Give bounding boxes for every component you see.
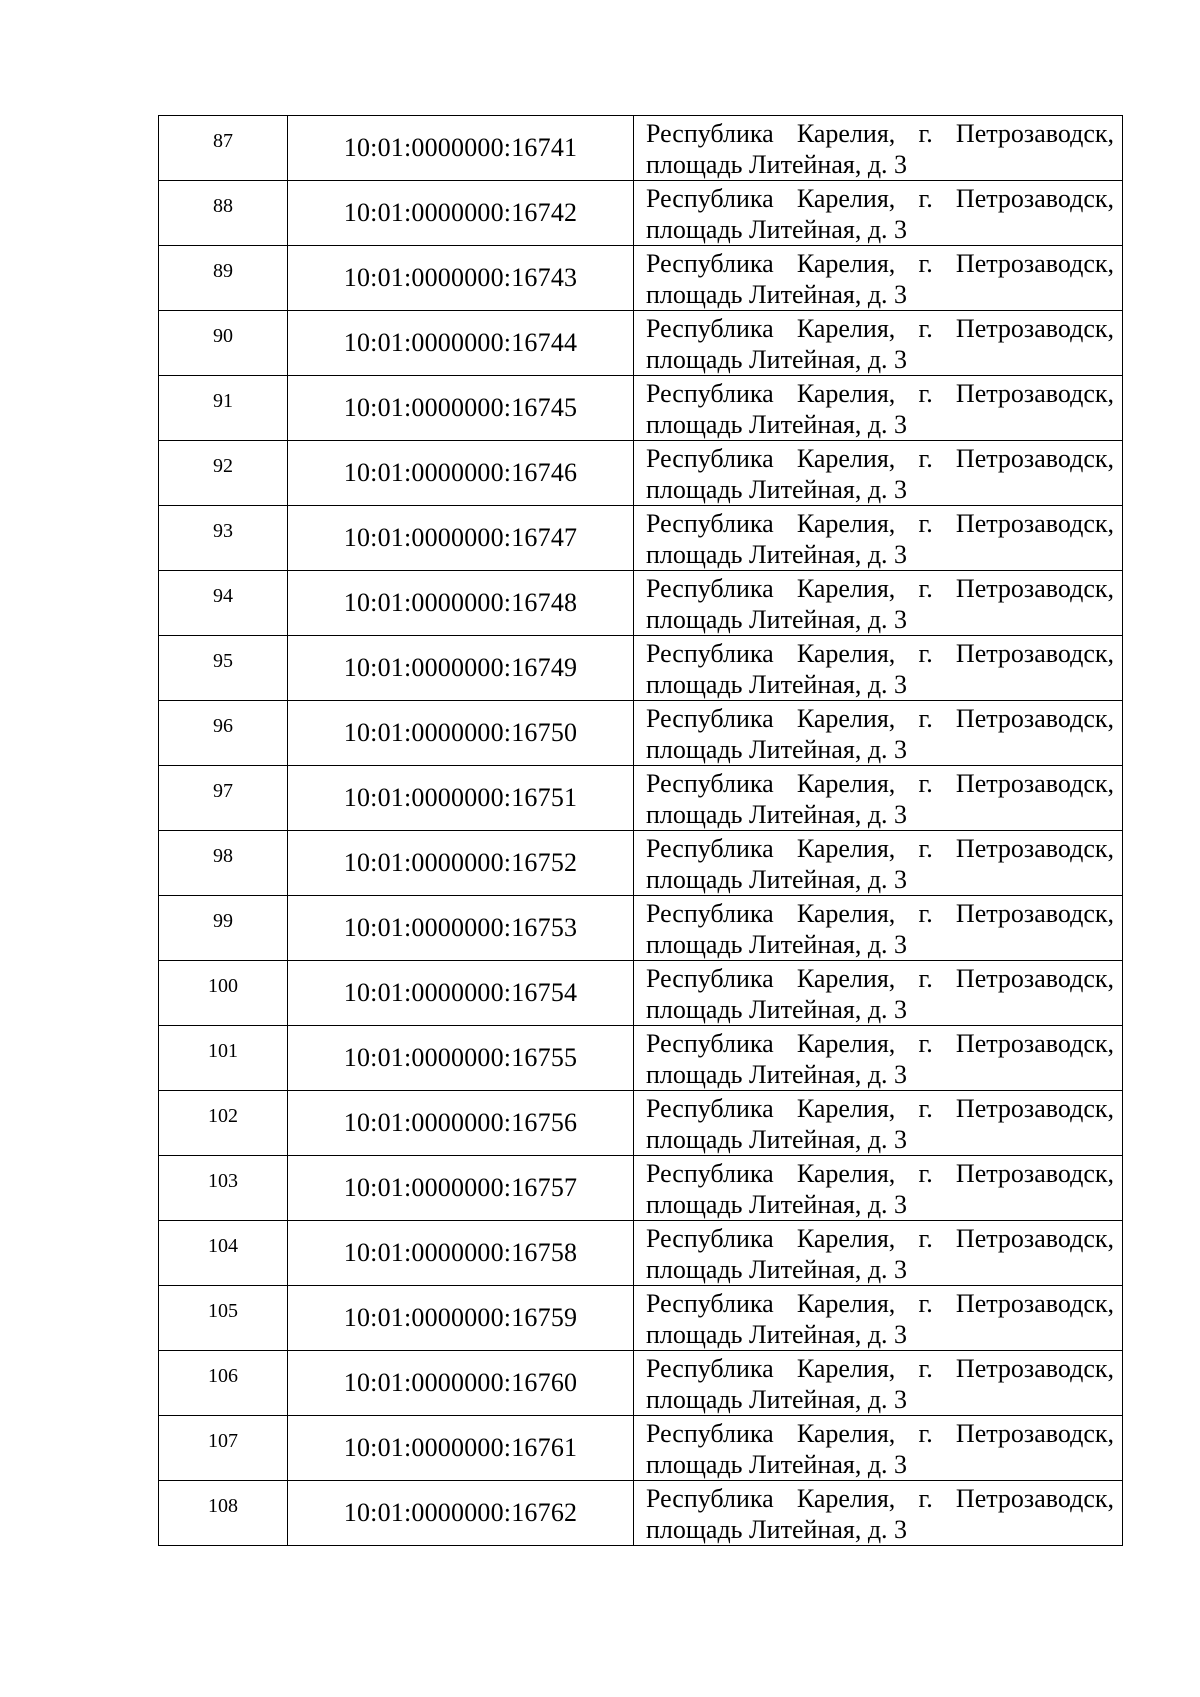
table-row: [159, 376, 1123, 441]
table-row: [159, 181, 1123, 246]
table-row: [159, 1156, 1123, 1221]
address-cell: [634, 441, 1123, 506]
table-row: [159, 1091, 1123, 1156]
table-row: [159, 1026, 1123, 1091]
address-cell: [634, 181, 1123, 246]
address-cell: [634, 831, 1123, 896]
table-row: [159, 116, 1123, 181]
address-line-1: Республика Карелия, г. Петрозаводск,: [646, 1159, 1114, 1188]
cadastral-number: 10:01:0000000:16746: [288, 441, 634, 506]
table-row: [159, 246, 1123, 311]
row-number: 94: [159, 571, 288, 636]
address-line-2: площадь Литейная, д. 3: [646, 800, 908, 829]
table-body: [159, 116, 1123, 1546]
address-line-2: площадь Литейная, д. 3: [646, 150, 908, 179]
cadastral-number: 10:01:0000000:16756: [288, 1091, 634, 1156]
table-row: [159, 831, 1123, 896]
cadastral-number: 10:01:0000000:16748: [288, 571, 634, 636]
address-cell: [634, 246, 1123, 311]
address-line-2: площадь Литейная, д. 3: [646, 865, 908, 894]
address-line-1: Республика Карелия, г. Петрозаводск,: [646, 574, 1114, 603]
address-cell: [634, 766, 1123, 831]
address-line-2: площадь Литейная, д. 3: [646, 670, 908, 699]
cadastral-number: 10:01:0000000:16742: [288, 181, 634, 246]
table-row: [159, 896, 1123, 961]
row-number: 95: [159, 636, 288, 701]
cadastral-number: 10:01:0000000:16758: [288, 1221, 634, 1286]
row-number: 89: [159, 246, 288, 311]
address-line-1: Республика Карелия, г. Петрозаводск,: [646, 1029, 1114, 1058]
address-line-2: площадь Литейная, д. 3: [646, 1190, 908, 1219]
table-row: [159, 1221, 1123, 1286]
table-row: [159, 571, 1123, 636]
row-number: 96: [159, 701, 288, 766]
row-number: 104: [159, 1221, 288, 1286]
address-cell: [634, 1091, 1123, 1156]
address-line-2: площадь Литейная, д. 3: [646, 1255, 908, 1284]
address-line-1: Республика Карелия, г. Петрозаводск,: [646, 119, 1114, 148]
cadastral-number: 10:01:0000000:16757: [288, 1156, 634, 1221]
address-line-2: площадь Литейная, д. 3: [646, 735, 908, 764]
row-number: 103: [159, 1156, 288, 1221]
cadastral-number: 10:01:0000000:16762: [288, 1481, 634, 1546]
row-number: 107: [159, 1416, 288, 1481]
row-number: 92: [159, 441, 288, 506]
address-line-2: площадь Литейная, д. 3: [646, 540, 908, 569]
address-line-2: площадь Литейная, д. 3: [646, 1450, 908, 1479]
address-line-1: Республика Карелия, г. Петрозаводск,: [646, 704, 1114, 733]
cadastral-number: 10:01:0000000:16749: [288, 636, 634, 701]
row-number: 90: [159, 311, 288, 376]
cadastral-number: 10:01:0000000:16761: [288, 1416, 634, 1481]
address-line-2: площадь Литейная, д. 3: [646, 1385, 908, 1414]
row-number: 105: [159, 1286, 288, 1351]
cadastral-number: 10:01:0000000:16752: [288, 831, 634, 896]
row-number: 88: [159, 181, 288, 246]
cadastral-number: 10:01:0000000:16751: [288, 766, 634, 831]
row-number: 98: [159, 831, 288, 896]
row-number: 93: [159, 506, 288, 571]
address-cell: [634, 1156, 1123, 1221]
address-line-2: площадь Литейная, д. 3: [646, 1320, 908, 1349]
table-row: [159, 701, 1123, 766]
address-line-1: Республика Карелия, г. Петрозаводск,: [646, 639, 1114, 668]
cadastral-number: 10:01:0000000:16753: [288, 896, 634, 961]
address-line-2: площадь Литейная, д. 3: [646, 930, 908, 959]
cadastral-number: 10:01:0000000:16741: [288, 116, 634, 181]
address-cell: [634, 1026, 1123, 1091]
cadastral-number: 10:01:0000000:16743: [288, 246, 634, 311]
address-line-1: Республика Карелия, г. Петрозаводск,: [646, 509, 1114, 538]
table-row: [159, 311, 1123, 376]
address-line-1: Республика Карелия, г. Петрозаводск,: [646, 1354, 1114, 1383]
address-cell: [634, 1221, 1123, 1286]
row-number: 106: [159, 1351, 288, 1416]
address-line-2: площадь Литейная, д. 3: [646, 280, 908, 309]
address-cell: [634, 896, 1123, 961]
cadastral-number: 10:01:0000000:16754: [288, 961, 634, 1026]
address-line-1: Республика Карелия, г. Петрозаводск,: [646, 444, 1114, 473]
address-line-1: Республика Карелия, г. Петрозаводск,: [646, 249, 1114, 278]
address-cell: [634, 1351, 1123, 1416]
table-row: [159, 441, 1123, 506]
row-number: 108: [159, 1481, 288, 1546]
address-line-2: площадь Литейная, д. 3: [646, 475, 908, 504]
address-cell: [634, 571, 1123, 636]
cadastral-number: 10:01:0000000:16755: [288, 1026, 634, 1091]
row-number: 99: [159, 896, 288, 961]
address-cell: [634, 1481, 1123, 1546]
table-row: [159, 1481, 1123, 1546]
table-row: [159, 1416, 1123, 1481]
table-row: [159, 506, 1123, 571]
address-cell: [634, 506, 1123, 571]
address-cell: [634, 311, 1123, 376]
address-cell: [634, 701, 1123, 766]
address-line-1: Республика Карелия, г. Петрозаводск,: [646, 1224, 1114, 1253]
address-line-1: Республика Карелия, г. Петрозаводск,: [646, 769, 1114, 798]
cadastral-number: 10:01:0000000:16745: [288, 376, 634, 441]
address-line-1: Республика Карелия, г. Петрозаводск,: [646, 964, 1114, 993]
cadastral-number: 10:01:0000000:16759: [288, 1286, 634, 1351]
address-line-2: площадь Литейная, д. 3: [646, 605, 908, 634]
row-number: 100: [159, 961, 288, 1026]
address-line-1: Республика Карелия, г. Петрозаводск,: [646, 314, 1114, 343]
row-number: 97: [159, 766, 288, 831]
address-line-2: площадь Литейная, д. 3: [646, 345, 908, 374]
address-cell: [634, 376, 1123, 441]
table-row: [159, 1351, 1123, 1416]
cadastral-number: 10:01:0000000:16744: [288, 311, 634, 376]
row-number: 101: [159, 1026, 288, 1091]
address-line-1: Республика Карелия, г. Петрозаводск,: [646, 184, 1114, 213]
address-line-2: площадь Литейная, д. 3: [646, 1515, 908, 1544]
table-row: [159, 636, 1123, 701]
address-cell: [634, 1286, 1123, 1351]
row-number: 91: [159, 376, 288, 441]
row-number: 87: [159, 116, 288, 181]
cadastral-number: 10:01:0000000:16747: [288, 506, 634, 571]
address-cell: [634, 636, 1123, 701]
address-line-1: Республика Карелия, г. Петрозаводск,: [646, 1094, 1114, 1123]
row-number: 102: [159, 1091, 288, 1156]
address-line-1: Республика Карелия, г. Петрозаводск,: [646, 834, 1114, 863]
address-line-1: Республика Карелия, г. Петрозаводск,: [646, 379, 1114, 408]
table-row: [159, 1286, 1123, 1351]
table-row: [159, 766, 1123, 831]
address-line-2: площадь Литейная, д. 3: [646, 995, 908, 1024]
address-line-1: Республика Карелия, г. Петрозаводск,: [646, 1289, 1114, 1318]
address-line-2: площадь Литейная, д. 3: [646, 1125, 908, 1154]
table-row: [159, 961, 1123, 1026]
address-line-2: площадь Литейная, д. 3: [646, 410, 908, 439]
address-line-1: Республика Карелия, г. Петрозаводск,: [646, 1484, 1114, 1513]
address-line-2: площадь Литейная, д. 3: [646, 215, 908, 244]
address-line-1: Республика Карелия, г. Петрозаводск,: [646, 1419, 1114, 1448]
address-line-1: Республика Карелия, г. Петрозаводск,: [646, 899, 1114, 928]
address-cell: [634, 1416, 1123, 1481]
address-cell: [634, 961, 1123, 1026]
cadastral-number: 10:01:0000000:16760: [288, 1351, 634, 1416]
address-cell: [634, 116, 1123, 181]
cadastral-table: [158, 115, 1123, 1546]
cadastral-number: 10:01:0000000:16750: [288, 701, 634, 766]
address-line-2: площадь Литейная, д. 3: [646, 1060, 908, 1089]
